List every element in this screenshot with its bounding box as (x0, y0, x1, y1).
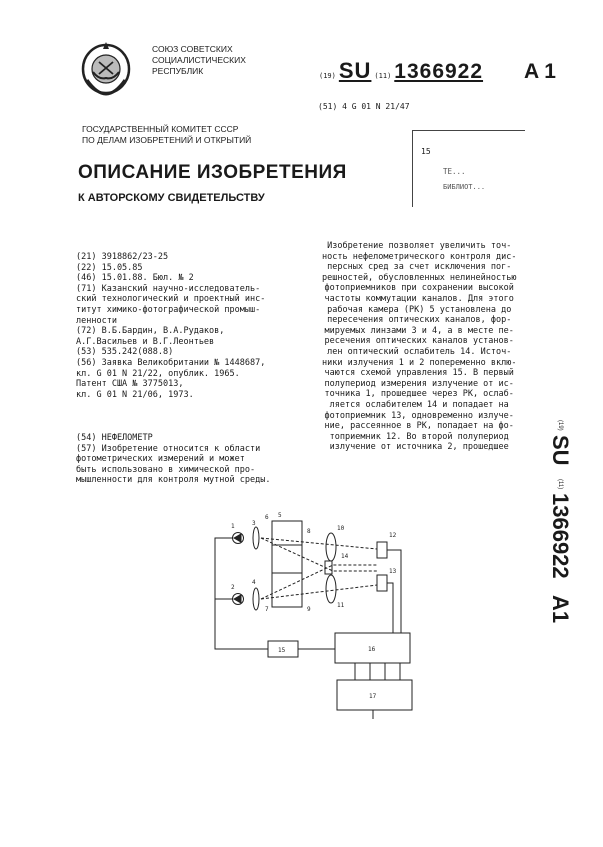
biblio-line: Патент США № 3775013, (76, 379, 184, 390)
abstract-line: ники излучения 1 и 2 попеременно вклю- (322, 357, 517, 368)
abstract-line: ресечения оптических каналов установ- (324, 336, 514, 347)
scatter-beam-1 (261, 538, 377, 549)
biblio-line: (53) 535.242(088.8) (76, 347, 174, 358)
source-2-symbol (234, 595, 241, 603)
label-7: 7 (265, 606, 269, 613)
abstract-line: Изобретение позволяет увеличить точ- (327, 241, 512, 251)
committee-line: ГОСУДАРСТВЕННЫЙ КОМИТЕТ СССР (82, 124, 239, 134)
label-12: 12 (389, 532, 397, 539)
patent-country: SU (338, 58, 372, 83)
biblio-line: кл. G 01 N 21/06, 1973. (76, 389, 194, 400)
ussr-line: РЕСПУБЛИК (152, 66, 204, 76)
abstract-line: мируемых линзами 3 и 4, а в месте пе- (324, 325, 514, 336)
label-6: 6 (265, 514, 269, 521)
abstract-line: чаются схемой управления 15. В первый (324, 368, 514, 379)
label-4: 4 (252, 579, 256, 586)
label-16: 16 (368, 646, 376, 653)
summary-line: мышленности для контроля мутной среды. (76, 475, 271, 486)
label-2: 2 (231, 584, 235, 591)
abstract-line: фотоприемников при сохранении высокой (324, 283, 514, 294)
document-title: ОПИСАНИЕ ИЗОБРЕТЕНИЯ (78, 162, 347, 183)
number-code-label: (11) (374, 72, 392, 80)
committee-line: ПО ДЕЛАМ ИЗОБРЕТЕНИЙ И ОТКРЫТИЙ (82, 135, 252, 145)
nephelometer-schematic (205, 505, 425, 720)
side-kind: A1 (548, 595, 573, 624)
committee-caption (82, 124, 251, 146)
label-1: 1 (231, 523, 235, 530)
biblio-line: (21) 3918862/23-25 (76, 252, 169, 262)
abstract-line: топриемник 12. Во второй полупериод (329, 431, 509, 442)
biblio-line: титут химико-фотографической промыш- (76, 304, 261, 315)
abstract-line: ность нефелометрического контроля дис- (322, 251, 517, 262)
abstract-line: ляется ослабителем 14 и попадает на (329, 399, 509, 410)
abstract-line: лен оптический ослабитель 14. Источ- (327, 346, 512, 357)
abstract-line: точника 1, прошедшее через РК, ослаб- (324, 389, 514, 400)
photodetector-12 (377, 542, 387, 558)
lens-11 (326, 575, 336, 603)
lens-3 (253, 527, 259, 549)
patent-kind: A 1 (524, 60, 556, 83)
scatter-beam-2 (261, 585, 377, 599)
abstract-line: ние, рассеянное в РК, попадает на фо- (324, 421, 514, 432)
abstract-line: частоты коммутации каналов. Для этого (324, 293, 514, 304)
wire-12 (387, 550, 401, 633)
label-9: 9 (307, 606, 311, 613)
ussr-line: СОЮЗ СОВЕТСКИХ (152, 44, 233, 54)
abstract-line: пересечения оптических каналов, фор- (327, 315, 512, 326)
biblio-line: А.Г.Васильев и В.Г.Леонтьев (76, 336, 215, 347)
label-15: 15 (278, 647, 286, 654)
stamp-line: 15 (421, 147, 431, 156)
lens-4 (253, 588, 259, 610)
patent-number-block (319, 58, 556, 84)
lens-10 (326, 533, 336, 561)
biblio-line: (72) В.Б.Бардин, В.А.Рудаков, (76, 326, 225, 337)
library-stamp (412, 130, 525, 207)
side-country: SU (548, 434, 573, 466)
stamp-line: БИБЛИОТ... (443, 183, 486, 191)
abstract-text (322, 241, 516, 453)
summary-line: (54) НЕФЕЛОМЕТР (76, 433, 153, 443)
side-number-code: (11) (557, 479, 563, 490)
biblio-line: ленности (76, 315, 117, 326)
stamp-line: ТЕ... (443, 167, 466, 176)
biblio-line: (46) 15.01.88. Бюл. № 2 (76, 273, 194, 284)
bibliographic-data (76, 252, 265, 400)
side-number: 1366922 (548, 493, 573, 580)
wire-1 (215, 538, 268, 649)
ipc-classification: (51) 4 G 01 N 21/47 (318, 102, 410, 111)
photodetector-13 (377, 575, 387, 591)
ussr-caption (152, 44, 246, 77)
side-patent-number (533, 420, 583, 710)
summary-line: фотометрических измерений и может (76, 454, 245, 465)
biblio-line: ский технологический и проектный инс- (76, 294, 266, 305)
label-8: 8 (307, 528, 311, 535)
abstract-line: полупериод измерения излучение от ис- (324, 378, 514, 389)
country-code-label: (19) (319, 72, 336, 80)
invention-summary (76, 433, 270, 486)
side-prefix-code: (19) (557, 420, 563, 431)
biblio-line: (56) Заявка Великобритании № 1448687, (76, 357, 266, 368)
wire-13 (387, 583, 393, 633)
label-14: 14 (341, 553, 349, 560)
label-13: 13 (389, 568, 397, 575)
biblio-line: кл. G 01 N 21/22, опублик. 1965. (76, 368, 240, 379)
label-3: 3 (252, 520, 256, 527)
ussr-line: СОЦИАЛИСТИЧЕСКИХ (152, 55, 246, 65)
summary-line: (57) Изобретение относится к области (76, 443, 261, 454)
label-17: 17 (369, 693, 377, 700)
biblio-line: (22) 15.05.85 (76, 262, 143, 273)
label-11: 11 (337, 602, 345, 609)
abstract-line: фотоприемник 13, одновременно излуче- (324, 410, 514, 421)
summary-line: быть использовано в химической про- (76, 464, 256, 475)
beam-1 (261, 538, 377, 571)
abstract-line: излучение от источника 2, прошедшее (329, 442, 509, 453)
patent-number: 1366922 (394, 60, 484, 83)
abstract-line: персных сред за счет исключения пог- (327, 262, 512, 273)
biblio-line: (71) Казанский научно-исследователь- (76, 283, 261, 294)
document-subtitle: К АВТОРСКОМУ СВИДЕТЕЛЬСТВУ (78, 192, 265, 204)
ussr-emblem (75, 36, 137, 100)
beam-2 (261, 565, 377, 599)
abstract-line: рабочая камера (РК) 5 установлена до (327, 304, 512, 315)
label-5: 5 (278, 512, 282, 519)
label-10: 10 (337, 525, 345, 532)
abstract-line: решностей, обусловленных нелинейностью (322, 272, 517, 283)
source-1-symbol (234, 534, 241, 542)
